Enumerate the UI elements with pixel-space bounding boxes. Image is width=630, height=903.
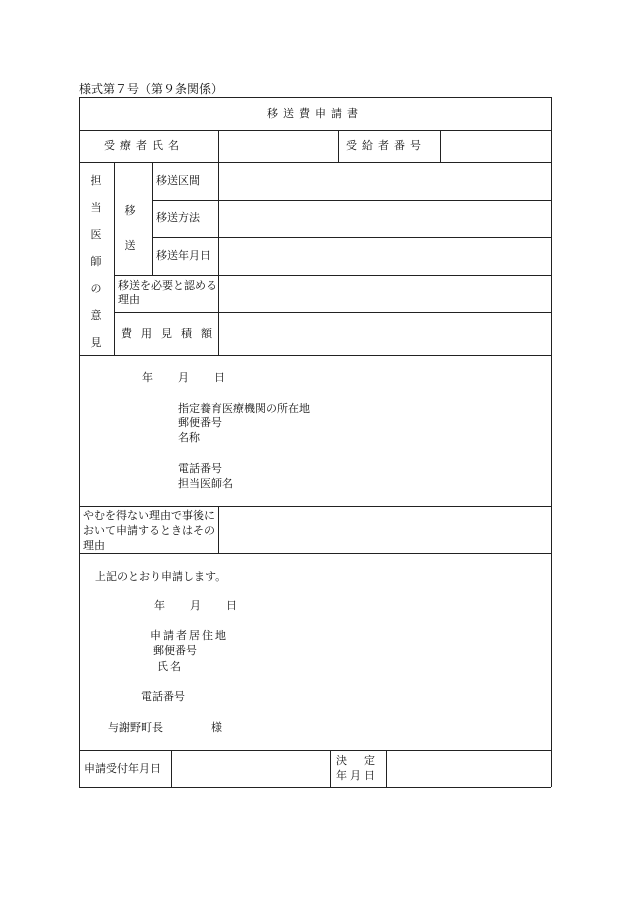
institution-address-label: 指定養育医療機関の所在地: [178, 402, 310, 415]
doctor-opinion-side-label: 担当医師の意見: [90, 174, 102, 349]
transfer-method-label: 移送方法: [156, 211, 200, 224]
transfer-reason-field[interactable]: [219, 276, 550, 311]
institution-doctor-label: 担当医師名: [178, 477, 233, 490]
application-year-label: 年: [154, 599, 165, 612]
institution-day-label: 日: [214, 371, 225, 384]
recipient-number-field[interactable]: [441, 131, 550, 161]
transfer-date-label: 移送年月日: [156, 249, 211, 262]
application-statement: 上記のとおり申請します。: [95, 570, 227, 583]
decision-label-line2: 年月日: [336, 769, 378, 782]
institution-month-label: 月: [178, 371, 189, 384]
recipient-name-field[interactable]: [219, 131, 337, 161]
applicant-phone-label: 電話番号: [141, 690, 185, 703]
transfer-section-label: 移送区間: [156, 174, 200, 187]
applicant-postal-label: 郵便番号: [153, 644, 197, 657]
form-title: 移送費申請書: [267, 107, 363, 120]
application-month-label: 月: [190, 599, 201, 612]
applicant-name-label: 氏名: [157, 660, 183, 673]
transfer-section-field[interactable]: [219, 163, 550, 199]
transfer-label: 移送: [124, 204, 136, 252]
late-application-reason-label: やむを得ない理由で事後において申請するときはその理由: [83, 509, 215, 552]
institution-postal-label: 郵便番号: [178, 416, 222, 429]
institution-year-label: 年: [142, 371, 153, 384]
late-application-reason-field[interactable]: [219, 507, 550, 552]
transfer-reason-label: 移送を必要と認める理由: [118, 279, 217, 306]
institution-name-label: 名称: [178, 431, 200, 444]
decision-label-line1: 決 定: [336, 754, 378, 767]
institution-phone-label: 電話番号: [178, 462, 222, 475]
recipient-name-label: 受療者氏名: [104, 139, 184, 152]
application-day-label: 日: [226, 599, 237, 612]
addressee-honorific: 様: [211, 721, 222, 734]
decision-date-field[interactable]: [387, 751, 550, 786]
recipient-number-label: 受給者番号: [346, 139, 426, 152]
cost-estimate-field[interactable]: [219, 313, 550, 354]
applicant-residence-label: 申請者居住地: [150, 629, 228, 642]
cost-estimate-label: 費用見積額: [121, 327, 221, 340]
transfer-date-field[interactable]: [219, 238, 550, 274]
application-received-date-field[interactable]: [172, 751, 329, 786]
application-received-date-label: 申請受付年月日: [84, 762, 161, 775]
addressee-label: 与謝野町長: [108, 721, 163, 734]
transfer-method-field[interactable]: [219, 201, 550, 236]
form-number-label: 様式第７号（第９条関係）: [79, 82, 224, 96]
